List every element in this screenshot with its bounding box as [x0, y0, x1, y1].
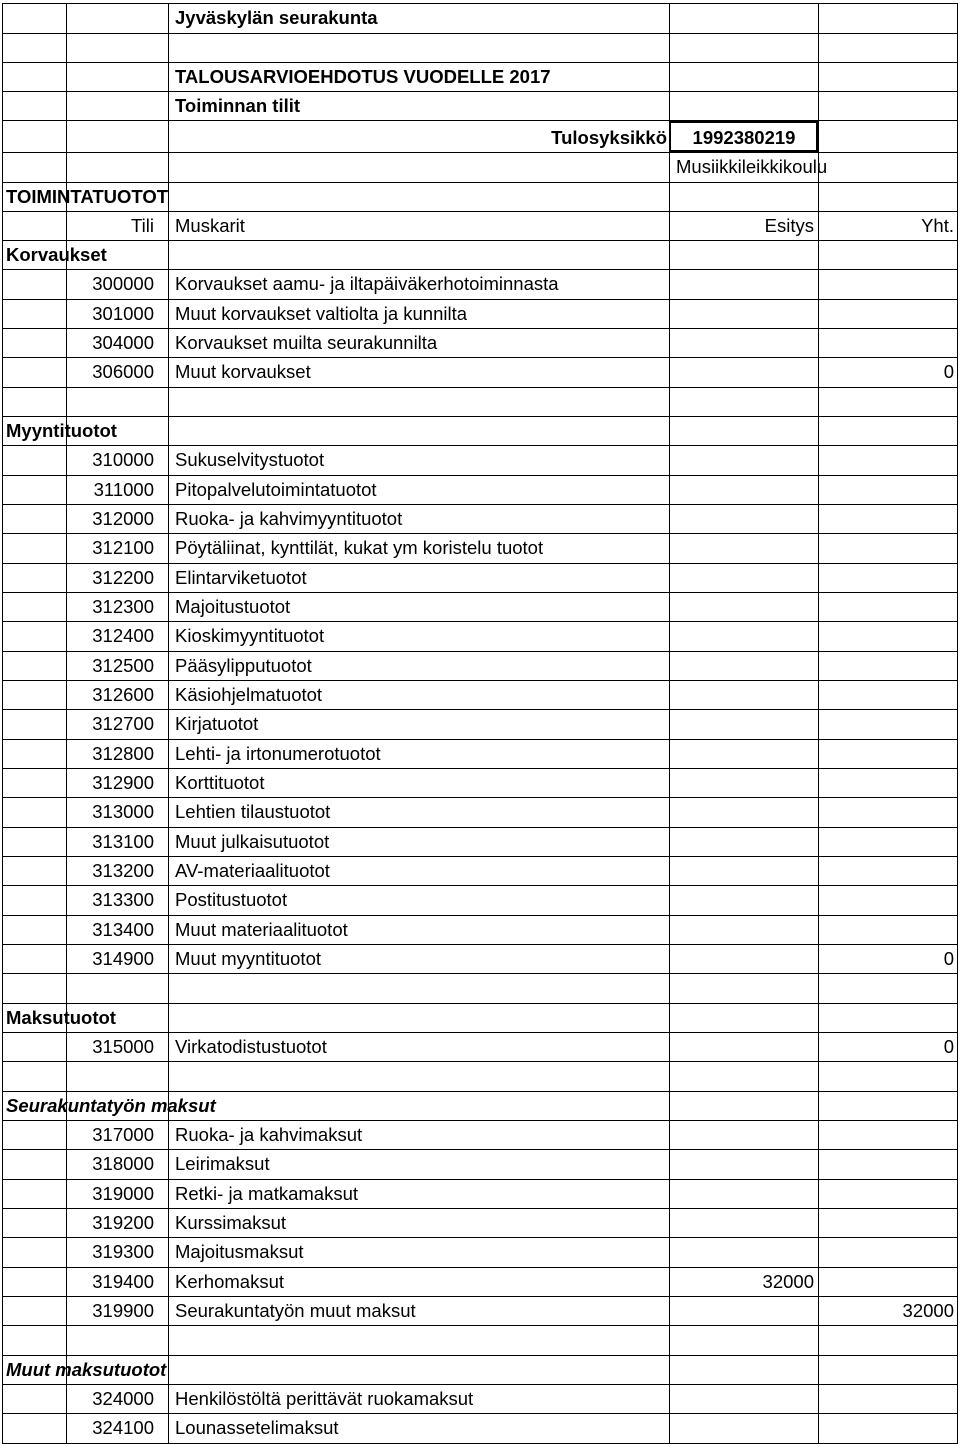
table-row — [0, 357, 960, 386]
budget-value — [670, 269, 818, 298]
account-number: 317000 — [92, 1124, 154, 1145]
unit-name: Musiikkileikkikoulu — [676, 156, 828, 177]
total-value — [818, 1208, 958, 1237]
account-name: Ruoka- ja kahvimaksut — [175, 1124, 363, 1145]
budget-value — [670, 739, 818, 768]
account-name: Korvaukset aamu- ja iltapäiväkerhotoiminnasta — [175, 273, 559, 294]
table-row — [0, 1032, 960, 1061]
grid-horizontal-line — [2, 33, 958, 34]
account-name: Leirimaksut — [175, 1153, 270, 1174]
table-row — [0, 1413, 960, 1442]
budget-value — [670, 445, 818, 474]
account-number: 319300 — [92, 1241, 154, 1262]
section-heading-row — [0, 1091, 960, 1120]
budget-value — [670, 1296, 818, 1325]
account-number: 311000 — [93, 479, 154, 500]
budget-value — [670, 1384, 818, 1413]
spacer-row — [0, 387, 960, 416]
table-row — [0, 533, 960, 562]
table-row — [0, 269, 960, 298]
table-row — [0, 651, 960, 680]
column-header-account: Tili — [131, 215, 154, 236]
table-row — [0, 475, 960, 504]
account-number: 301000 — [92, 303, 154, 324]
section-heading-row — [0, 240, 960, 269]
account-number: 313100 — [92, 831, 154, 852]
column-header-budget: Esitys — [764, 215, 814, 236]
table-row — [0, 592, 960, 621]
budget-value — [670, 1120, 818, 1149]
table-row — [0, 621, 960, 650]
section-heading-korvaukset: Korvaukset — [6, 244, 107, 265]
account-name: Henkilöstöltä perittävät ruokamaksut — [175, 1388, 474, 1409]
row-subtitle — [0, 91, 960, 120]
total-value — [818, 299, 958, 328]
table-row — [0, 827, 960, 856]
budget-value — [670, 475, 818, 504]
account-name: Korvaukset muilta seurakunnilta — [175, 332, 438, 353]
account-number: 314900 — [92, 948, 154, 969]
total-value: 0 — [943, 1036, 954, 1057]
table-row — [0, 328, 960, 357]
account-number: 313200 — [92, 860, 154, 881]
table-row — [0, 1237, 960, 1266]
total-value: 0 — [943, 948, 954, 969]
total-value — [818, 651, 958, 680]
unit-code: 1992380219 — [692, 127, 796, 148]
budget-value — [670, 1032, 818, 1061]
budget-value — [670, 1149, 818, 1178]
column-header-total: Yht. — [921, 215, 954, 236]
account-number: 319200 — [92, 1212, 154, 1233]
account-number: 306000 — [92, 361, 154, 382]
account-number: 318000 — [92, 1153, 154, 1174]
budget-value — [670, 709, 818, 738]
budget-value — [670, 357, 818, 386]
section-heading-seurakuntatyon-maksut: Seurakuntatyön maksut — [6, 1095, 216, 1116]
total-value — [818, 269, 958, 298]
section-heading-row — [0, 1003, 960, 1032]
total-value — [818, 1149, 958, 1178]
account-name: Muut korvaukset — [175, 361, 311, 382]
account-name: Lounassetelimaksut — [175, 1417, 339, 1438]
account-number: 312800 — [92, 743, 154, 764]
account-number: 319000 — [92, 1183, 154, 1204]
table-row — [0, 1120, 960, 1149]
budget-value — [670, 592, 818, 621]
total-value — [818, 709, 958, 738]
account-number: 312500 — [92, 655, 154, 676]
account-number: 310000 — [92, 449, 154, 470]
spacer-row — [0, 1061, 960, 1090]
budget-value — [670, 651, 818, 680]
section-title: TOIMINTATUOTOT — [6, 186, 169, 207]
account-number: 312900 — [92, 772, 154, 793]
budget-value — [670, 504, 818, 533]
account-name: Pitopalvelutoimintatuotot — [175, 479, 377, 500]
table-row — [0, 1384, 960, 1413]
total-value — [818, 768, 958, 797]
total-value — [818, 1120, 958, 1149]
table-row — [0, 885, 960, 914]
account-number: 312300 — [92, 596, 154, 617]
table-row — [0, 1149, 960, 1178]
total-value — [818, 739, 958, 768]
account-name: Elintarviketuotot — [175, 567, 307, 588]
account-name: Muut materiaalituotot — [175, 919, 348, 940]
account-number: 324100 — [92, 1417, 154, 1438]
row-column-headers — [0, 211, 960, 240]
total-value: 32000 — [902, 1300, 954, 1321]
unit-label: Tulosyksikkö — [551, 127, 667, 148]
account-number: 324000 — [92, 1388, 154, 1409]
account-number: 319900 — [92, 1300, 154, 1321]
budget-value — [670, 768, 818, 797]
account-name: Muut korvaukset valtiolta ja kunnilta — [175, 303, 468, 324]
total-value — [818, 1179, 958, 1208]
budget-value — [670, 680, 818, 709]
account-number: 319400 — [92, 1271, 154, 1292]
table-row — [0, 1296, 960, 1325]
budget-value — [670, 1208, 818, 1237]
budget-value — [670, 533, 818, 562]
account-number: 312200 — [92, 567, 154, 588]
account-name: Postitustuotot — [175, 889, 288, 910]
row-org — [0, 3, 960, 32]
total-value — [818, 885, 958, 914]
document-title: TALOUSARVIOEHDOTUS VUODELLE 2017 — [175, 66, 551, 87]
budget-value — [670, 563, 818, 592]
account-name: Majoitustuotot — [175, 596, 291, 617]
total-value — [818, 445, 958, 474]
budget-value — [670, 797, 818, 826]
account-number: 313300 — [92, 889, 154, 910]
row-section-title — [0, 182, 960, 211]
row-unit — [0, 123, 960, 152]
document-subtitle: Toiminnan tilit — [175, 95, 301, 116]
account-name: Pääsylipputuotot — [175, 655, 312, 676]
section-heading-myyntituotot: Myyntituotot — [6, 420, 117, 441]
account-number: 300000 — [92, 273, 154, 294]
budget-value — [670, 1237, 818, 1266]
table-row — [0, 1208, 960, 1237]
account-number: 312100 — [92, 537, 154, 558]
account-name: Seurakuntatyön muut maksut — [175, 1300, 416, 1321]
budget-value — [670, 1179, 818, 1208]
budget-value — [670, 885, 818, 914]
budget-value — [670, 915, 818, 944]
total-value — [818, 328, 958, 357]
account-name: Pöytäliinat, kynttilät, kukat ym koristelu tuotot — [175, 537, 544, 558]
total-value — [818, 563, 958, 592]
account-name: Sukuselvitystuotot — [175, 449, 325, 470]
total-value — [818, 1237, 958, 1266]
account-name: Korttituotot — [175, 772, 265, 793]
account-name: Käsiohjelmatuotot — [175, 684, 323, 705]
account-number: 312600 — [92, 684, 154, 705]
table-row — [0, 768, 960, 797]
account-number: 312700 — [92, 713, 154, 734]
total-value — [818, 533, 958, 562]
total-value — [818, 1413, 958, 1442]
table-row — [0, 1179, 960, 1208]
budget-value — [670, 1413, 818, 1442]
account-number: 313000 — [92, 801, 154, 822]
account-number: 312400 — [92, 625, 154, 646]
account-name: Kerhomaksut — [175, 1271, 284, 1292]
total-value — [818, 797, 958, 826]
table-row — [0, 944, 960, 973]
total-value — [818, 915, 958, 944]
account-name: Majoitusmaksut — [175, 1241, 304, 1262]
total-value — [818, 680, 958, 709]
account-number: 315000 — [92, 1036, 154, 1057]
table-row — [0, 680, 960, 709]
column-header-name: Muskarit — [175, 215, 245, 236]
account-name: Kioskimyyntituotot — [175, 625, 325, 646]
total-value — [818, 504, 958, 533]
total-value — [818, 475, 958, 504]
table-row — [0, 563, 960, 592]
budget-value — [670, 328, 818, 357]
account-name: Kurssimaksut — [175, 1212, 287, 1233]
account-name: Retki- ja matkamaksut — [175, 1183, 358, 1204]
total-value — [818, 827, 958, 856]
account-name: Ruoka- ja kahvimyyntituotot — [175, 508, 403, 529]
account-name: Kirjatuotot — [175, 713, 259, 734]
organization-name: Jyväskylän seurakunta — [175, 7, 378, 28]
table-row — [0, 1267, 960, 1296]
budget-value — [670, 856, 818, 885]
total-value — [818, 621, 958, 650]
total-value: 0 — [943, 361, 954, 382]
table-row — [0, 299, 960, 328]
account-name: Lehtien tilaustuotot — [175, 801, 331, 822]
total-value — [818, 592, 958, 621]
spacer-row — [0, 973, 960, 1002]
row-unit-name — [0, 152, 960, 181]
row-title — [0, 62, 960, 91]
account-name: Muut julkaisutuotot — [175, 831, 330, 852]
total-value — [818, 1384, 958, 1413]
section-heading-row — [0, 1355, 960, 1384]
table-row — [0, 445, 960, 474]
budget-value — [670, 827, 818, 856]
section-heading-muut-maksutuotot: Muut maksutuotot — [6, 1359, 167, 1380]
budget-value: 32000 — [762, 1271, 814, 1292]
table-row — [0, 856, 960, 885]
total-value — [818, 1267, 958, 1296]
account-name: Lehti- ja irtonumerotuotot — [175, 743, 381, 764]
account-name: AV-materiaalituotot — [175, 860, 330, 881]
account-number: 312000 — [92, 508, 154, 529]
budget-value — [670, 621, 818, 650]
spacer-row — [0, 1325, 960, 1354]
table-row — [0, 709, 960, 738]
account-number: 304000 — [92, 332, 154, 353]
section-heading-row — [0, 416, 960, 445]
total-value — [818, 856, 958, 885]
section-heading-maksutuotot: Maksutuotot — [6, 1007, 116, 1028]
table-row — [0, 504, 960, 533]
account-number: 313400 — [92, 919, 154, 940]
table-row — [0, 797, 960, 826]
budget-value — [670, 299, 818, 328]
table-row — [0, 739, 960, 768]
budget-value — [670, 944, 818, 973]
account-name: Muut myyntituotot — [175, 948, 322, 969]
account-name: Virkatodistustuotot — [175, 1036, 327, 1057]
table-row — [0, 915, 960, 944]
